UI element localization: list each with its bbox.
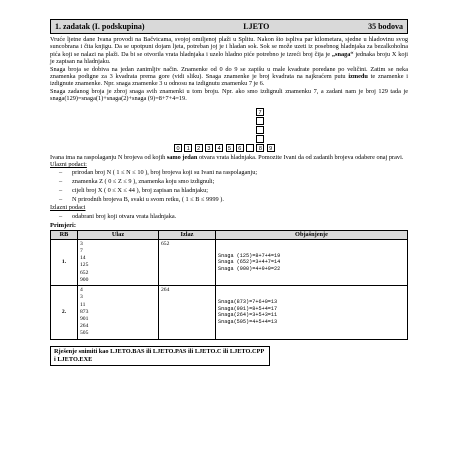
input-cell <box>78 286 159 339</box>
output-item: – odabrani broj koji otvara vrata hladnjaka. <box>72 212 408 221</box>
digit-cell: 5 <box>226 144 234 152</box>
task-paragraph-4: Ivana ima na raspolaganju N brojeva od kojih samo jedan otvara vrata hladnjaka. Pomozite Ivani da od zadanih brojeva odabere onaj pravi. <box>50 153 404 161</box>
explanation-line: Snaga (125)=8+7+4=19 <box>218 252 281 259</box>
explanation-line: Snaga(505)=4+5+4=13 <box>218 318 278 325</box>
digit-figure <box>50 106 408 152</box>
input-line: 264 <box>80 323 89 330</box>
digit-cell: 3 <box>205 144 213 152</box>
output-value: 652 <box>161 240 170 247</box>
intro-paragraph-1: Vruće ljetne dane Ivana provodi na Bačvicama, svojoj omiljenoj plaži u Splitu. Nakon što ispliva par kilometara, sjedne u hladovinu svog suncobrana i čita knjigu. Da se upotpuni dojam ljeta, potreban joj je i hladan sok. Sok se može uzeti iz posebnog hladnjaka za bezalkoholna pića koji se nalazi na plaži. Da bi se otvorila vrata hladnjaka i uzelo hladno piće potrebno je izreći broj čija je „snaga“ jednaka broju X koji je zapisan na hladnjaku. <box>50 36 409 66</box>
output-list <box>50 212 408 221</box>
digit-cell: 1 <box>184 144 192 152</box>
digit-cell: 8 <box>256 144 264 152</box>
col-izlaz: Izlaz <box>159 230 216 239</box>
input-cell <box>78 239 159 285</box>
examples-title: Primjeri: <box>50 221 76 229</box>
col-rb: RB <box>51 230 78 239</box>
input-line: 901 <box>80 315 89 322</box>
input-line: 3 <box>80 240 83 247</box>
explanation-line: Snaga (652)=3+4+7=14 <box>218 259 281 266</box>
input-line: 3 <box>80 294 83 301</box>
empty-cell <box>256 117 264 125</box>
input-item: – znamenka Z ( 0 ≤ Z ≤ 9 ), znamenka koju smo izdignuli; <box>72 177 408 186</box>
task-header <box>50 19 408 34</box>
intro-paragraph-2: Snaga broja se dobiva na jedan zanimljiv način. Znamenke od 0 do 9 se zapišu u male kvadrate poredane po veličini. Zatim se neka znamenka podigne za 3 kvadrata prema gore (vidi sliku). Snaga znamenke je broj kvadrata na najkraćem putu između te znamenke i izdignute znamenke. Npr. snaga znamenke 3 u odnosu na izdignutu znamenku 7 je 6. <box>50 65 408 88</box>
explanation-line: Snaga(873)=7+6+0=13 <box>218 299 278 306</box>
input-line: 873 <box>80 308 89 315</box>
row-number: 2. <box>51 286 78 339</box>
empty-cell <box>256 135 264 143</box>
input-item: – prirodan broj N ( 1 ≤ N ≤ 10 ), broj brojeva koji su Ivani na raspolaganju; <box>72 168 408 177</box>
output-cell <box>159 286 216 339</box>
output-cell <box>159 239 216 285</box>
input-line: 505 <box>80 330 89 337</box>
input-list <box>50 168 408 204</box>
input-line: 652 <box>80 269 89 276</box>
table-row <box>51 239 408 285</box>
task-name: LJETO <box>243 22 270 31</box>
input-item: – cijeli broj X ( 0 ≤ X ≤ 44 ), broj zapisan na hladnjaku; <box>72 186 408 195</box>
samo-jedan-term: samo jedan <box>166 153 198 161</box>
row-number: 1. <box>51 239 78 285</box>
digit-cell: 9 <box>267 144 275 152</box>
intro-paragraph-3: Snaga zadanog broja je zbroj snaga svih znamenki u tom broju. Npr. ako smo izdignuli znamenku 7, a zadani nam je broj 129 tada je snaga(129)=snaga(1)+snaga(2)+snaga (9)=8+7+4=19. <box>50 87 408 103</box>
input-item: – N prirodnih brojeva B, svaki u svom retku, ( 1 ≤ B ≤ 9999 ). <box>72 195 408 204</box>
explanation-line: Snaga(901)=8+5+4=17 <box>218 305 278 312</box>
input-section-title: Ulazni podaci: <box>50 161 87 169</box>
explanation-line: Snaga(264)=3+5+3=11 <box>218 312 278 319</box>
task-points: 35 bodova <box>368 22 403 31</box>
explanation-cell <box>216 239 408 285</box>
table-row <box>51 286 408 339</box>
input-line: 4 <box>80 287 83 294</box>
input-line: 11 <box>80 301 86 308</box>
task-page <box>50 19 408 366</box>
digit-cell: 2 <box>195 144 203 152</box>
output-section-title: Izlazni podaci <box>50 204 86 212</box>
input-line: 7 <box>80 248 83 255</box>
raised-digit-cell: 7 <box>256 108 264 116</box>
explanation-line: Snaga (900)=4+9+9=22 <box>218 265 281 272</box>
digit-cell <box>246 144 254 152</box>
izmedu-term: između <box>348 73 368 81</box>
digit-cell: 0 <box>174 144 182 152</box>
input-line: 900 <box>80 276 89 283</box>
digit-cell: 6 <box>236 144 244 152</box>
explanation-cell <box>216 286 408 339</box>
col-ulaz: Ulaz <box>78 230 159 239</box>
digit-cell: 4 <box>215 144 223 152</box>
output-value: 264 <box>161 287 170 294</box>
examples-table <box>50 230 408 340</box>
task-number: 1. zadatak (I. podskupina) <box>55 22 145 31</box>
input-line: 14 <box>80 255 86 262</box>
empty-cell <box>256 126 264 134</box>
col-objasnjenje: Objašnjenje <box>216 230 408 239</box>
examples-header-row <box>51 230 408 239</box>
input-line: 125 <box>80 262 89 269</box>
save-instructions: Rješenje snimiti kao LJETO.BAS ili LJETO.PAS ili LJETO.C ili LJETO.CPP i LJETO.EXE <box>50 346 270 366</box>
snaga-term: „snaga“ <box>331 50 354 58</box>
